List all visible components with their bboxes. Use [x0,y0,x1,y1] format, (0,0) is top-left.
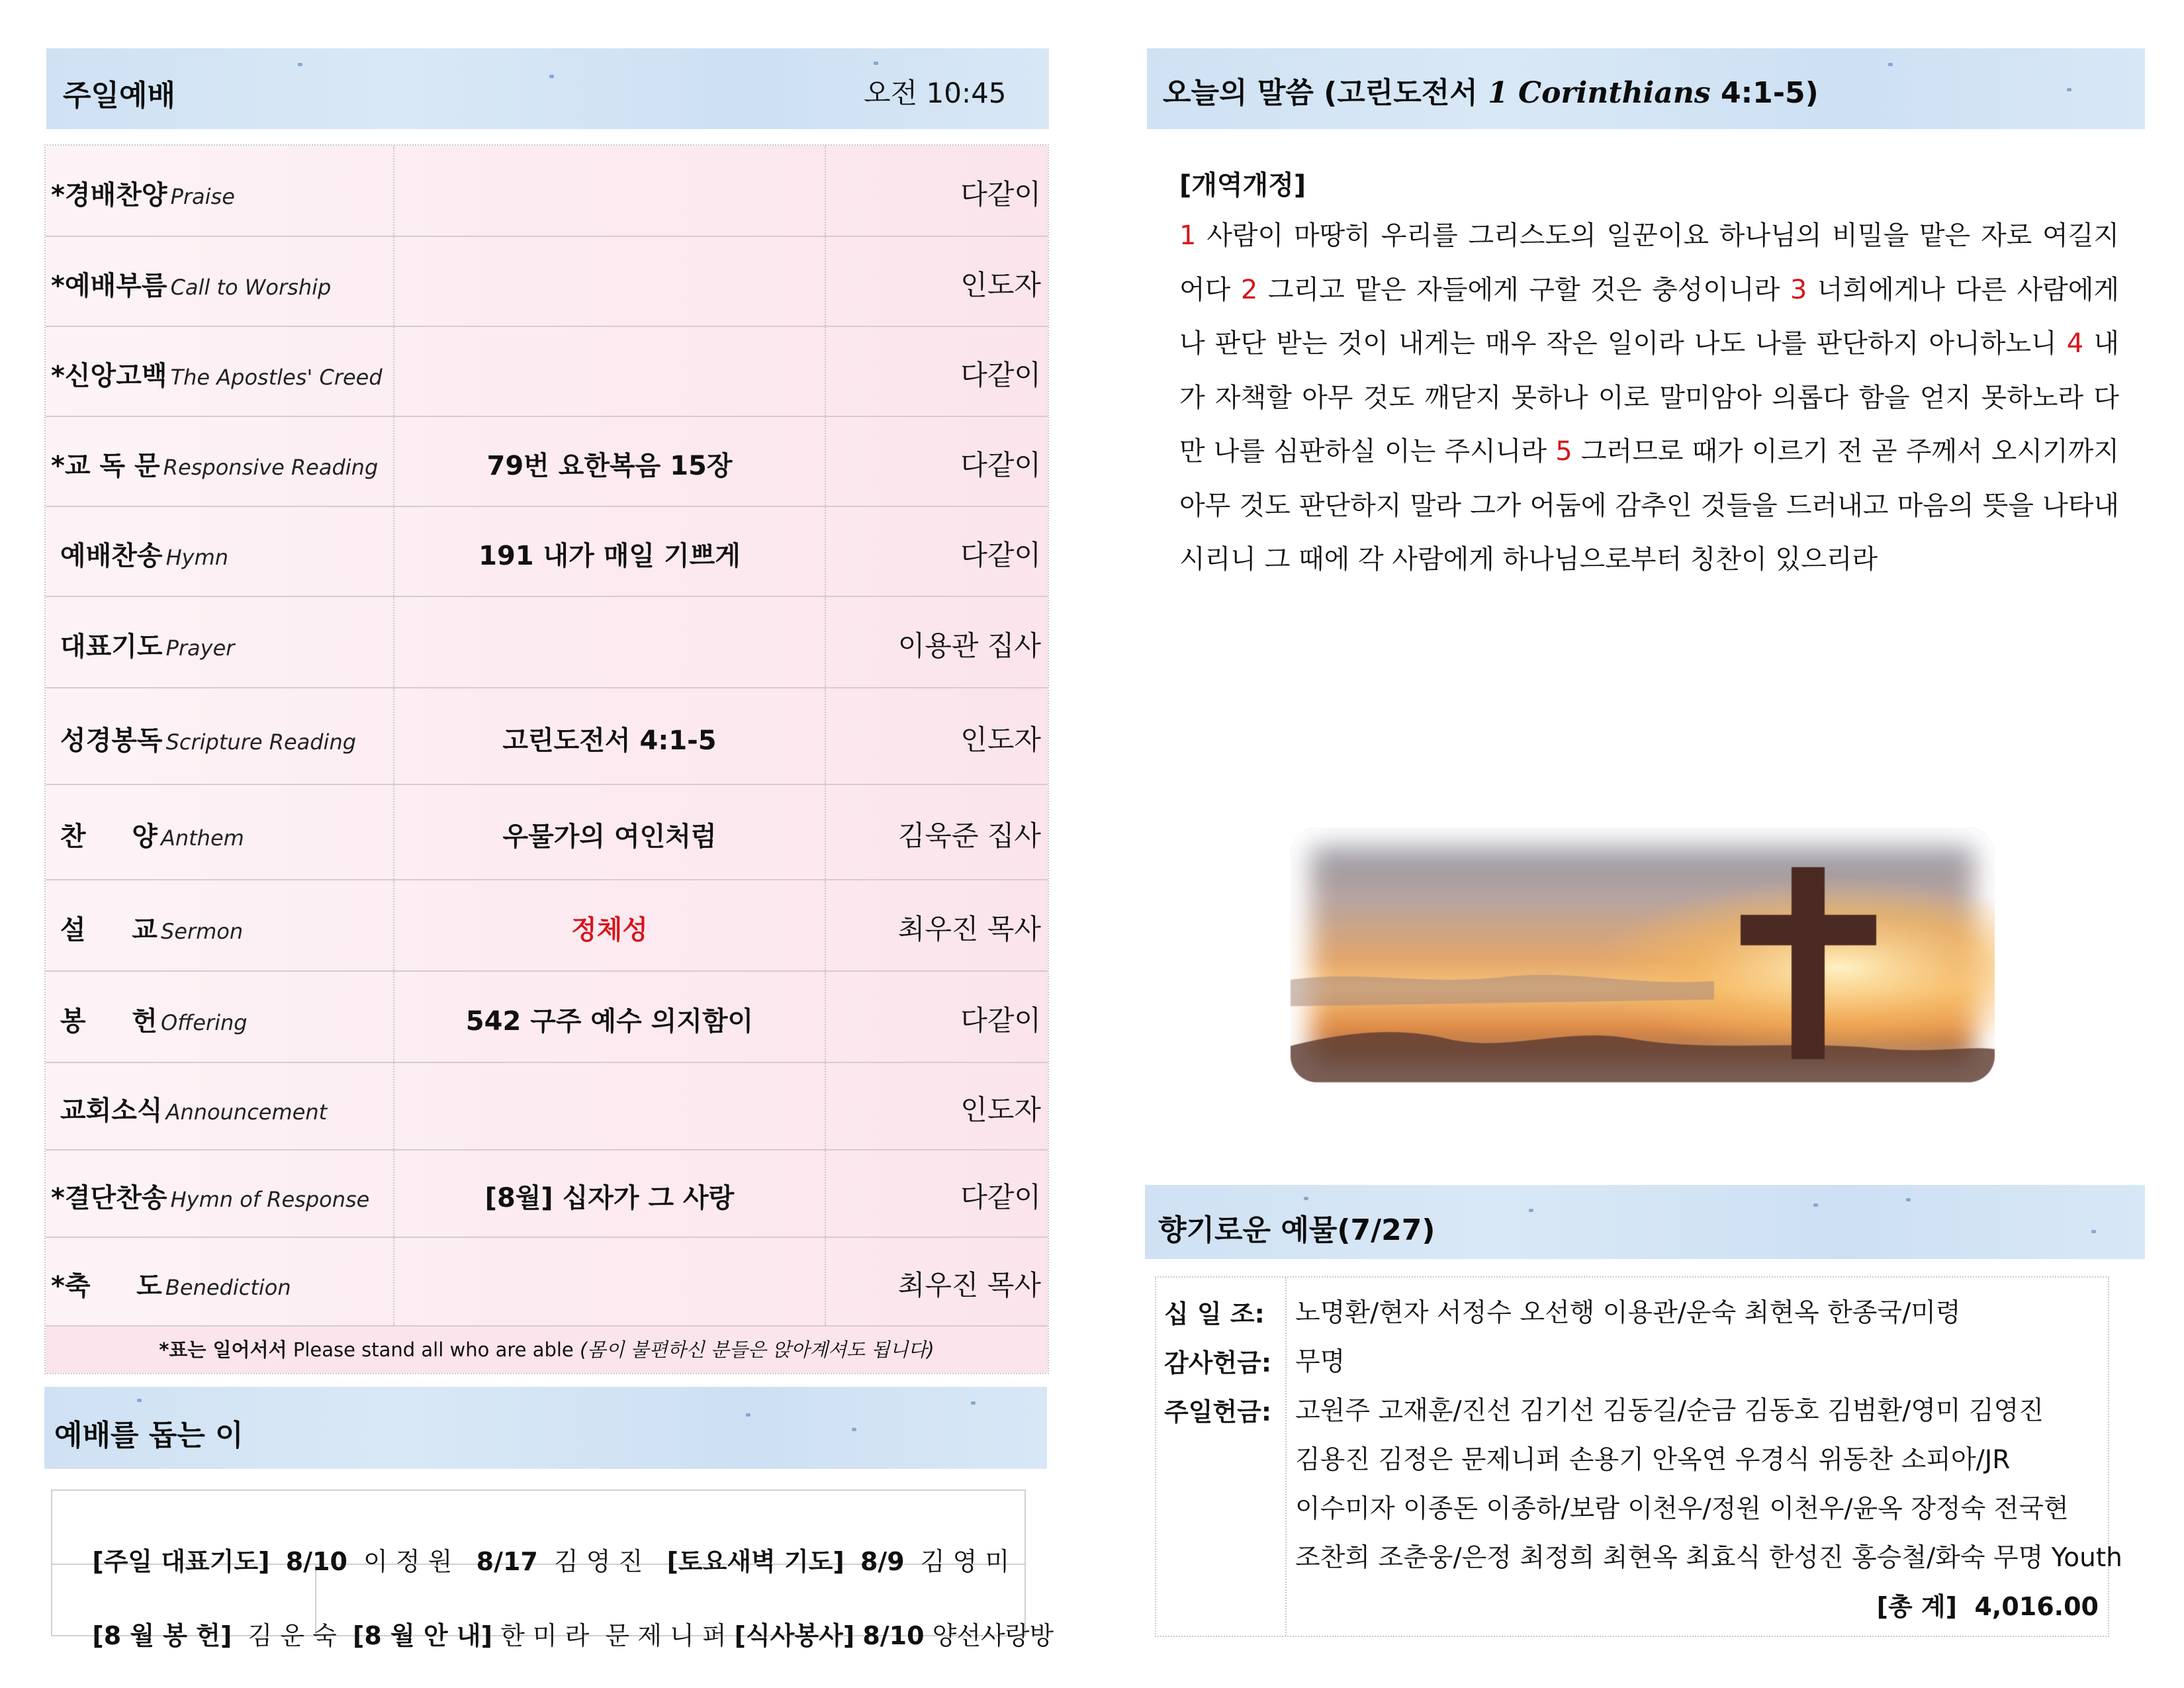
worship-time: 오전 10:45 [864,77,1007,109]
worship-item-en: Anthem [160,825,244,851]
sunday-label: 주일헌금: [1164,1397,1272,1427]
worship-row [46,688,1048,785]
sunday-line-1: 고원주 고재훈/진선 김기선 김동길/순금 김동호 김범환/영미 김영진 [1295,1396,2044,1426]
worship-row [46,1063,1048,1150]
worship-item-ko: 교회소식 [51,1096,163,1126]
verse-text: 내가 자책할 아무 것도 깨닫지 못하나 이로 말미암아 의롭다 함을 얻지 못하노라 다만 나를 심판하실 이는 주시니라 [1179,328,2120,467]
verse-number: 2 [1240,274,1258,305]
verse-text: 사람이 마땅히 우리를 그리스도의 일꾼이요 하나님의 비밀을 맡은 자로 여길지어다 [1179,220,2119,305]
offerings-table [1155,1276,2122,1637]
worship-title: 주일예배 [63,79,176,113]
verse-text: 그러므로 때가 이르기 전 곧 주께서 오시기까지 아무 것도 판단하지 말라 그가 어둠에 감추인 것들을 드러내고 마음의 뜻을 나타내시리니 그 때에 각 사람에게 하나님으로부터 칭찬이 있으리라 [1179,436,2119,575]
verse-text: 그리고 맡은 자들에게 구할 것은 충성이니라 [1267,274,1780,305]
worship-row [46,146,1048,237]
worship-row [46,972,1048,1063]
worship-item-leader: 최우진 목사 [897,1269,1041,1301]
verse-number: 4 [2066,328,2084,359]
worship-item-ko: 봉 헌 [51,1006,158,1037]
worship-item-ko: 찬 양 [51,821,158,852]
worship-item-content: 정체성 [571,915,648,945]
worship-item-content: 고린도전서 4:1-5 [502,726,717,756]
worship-item-ko: *예배부름 [51,271,167,301]
worship-item-en: Offering [160,1010,248,1035]
worship-item-ko: 성경봉독 [51,726,163,756]
worship-item-content: 79번 요한복음 15장 [486,451,733,481]
tithe-names: 노명환/현자 서정수 오선행 이용관/운숙 최현옥 한종국/미령 [1295,1298,1961,1328]
cross-icon [1291,827,1995,1082]
sunday-line-4: 조찬희 조춘웅/은정 최정희 최현옥 최효식 한성진 홍승철/화숙 무명 Youth [1295,1543,2122,1573]
worship-item-leader: 이용관 집사 [897,630,1041,662]
verse-number: 1 [1179,220,1197,251]
worship-item-leader: 인도자 [960,724,1041,756]
worship-item-content: [8월] 십자가 그 사랑 [484,1183,735,1213]
standing-note: *표는 일어서서 Please stand all who are able (몸이 불편하신 분들은 앉아계셔도 됩니다) [46,1327,1048,1373]
worship-item-en: Responsive Reading [163,455,379,480]
thanks-names: 무명 [1295,1347,1345,1377]
verse-text: 너희에게나 다른 사람에게나 판단 받는 것이 내게는 매우 작은 일이라 나도 나를 판단하지 아니하노니 [1179,274,2120,359]
worship-item-content: 542 구주 예수 의지함이 [465,1006,754,1037]
worship-item-ko: *신앙고백 [51,361,167,391]
bible-version: [개역개정] [1179,170,1306,201]
worship-item-en: Hymn [165,545,229,570]
tithe-label: 십 일 조: [1164,1299,1265,1329]
worship-item-leader: 김욱준 집사 [897,820,1041,852]
worship-item-ko: *결단찬송 [51,1183,167,1213]
worship-item-en: Praise [170,184,235,209]
worship-item-leader: 인도자 [960,269,1041,301]
worship-item-ko: *경배찬양 [51,180,167,211]
worship-item-ko: 설 교 [51,915,158,945]
worship-row [46,880,1048,972]
worship-item-en: Prayer [165,635,235,661]
worship-item-leader: 다같이 [960,178,1041,211]
worship-item-leader: 다같이 [960,1181,1041,1213]
offerings-title: 향기로운 예물(7/27) [1158,1213,1435,1247]
worship-item-ko: *교 독 문 [51,451,160,481]
worship-row [46,327,1048,417]
worship-item-en: Call to Worship [170,275,332,300]
worship-row [46,1238,1048,1327]
worship-row [46,597,1048,688]
worship-item-ko: *축 도 [51,1271,162,1301]
worship-row [46,237,1048,327]
worship-row [46,507,1048,597]
helpers-title: 예배를 돕는 이 [54,1419,244,1452]
cross-sunset-image [1291,827,1995,1082]
helpers-row-2: [8 월 봉 헌] 김 운 숙 [8 월 안 내] 한 미 라 문 제 니 퍼 [식사봉사] 8/10 양선사랑방 [92,1621,1054,1650]
thanks-label: 감사헌금: [1164,1348,1272,1378]
worship-item-content: 우물가의 여인처럼 [502,821,717,852]
worship-row [46,417,1048,507]
worship-item-leader: 최우진 목사 [897,913,1041,945]
sunday-line-3: 이수미자 이종돈 이종하/보람 이천우/정원 이천우/윤옥 장정숙 전국현 [1295,1494,2069,1524]
worship-item-ko: 예배찬송 [51,541,163,571]
worship-item-en: Scripture Reading [165,729,357,755]
offering-total: [총 계] 4,016.00 [1876,1592,2099,1621]
worship-item-leader: 다같이 [960,1004,1041,1037]
worship-item-leader: 인도자 [960,1094,1041,1126]
order-of-worship-table [44,144,1049,1374]
worship-item-leader: 다같이 [960,449,1041,481]
worship-item-ko: 대표기도 [51,632,163,662]
worship-item-en: Announcement [165,1100,328,1125]
worship-item-en: Benediction [165,1275,291,1300]
worship-item-content: 191 내가 매일 기쁘게 [478,541,741,571]
sunday-line-2: 김용진 김정은 문제니퍼 손용기 안옥연 우경식 위동찬 소피아/JR [1295,1445,2011,1475]
worship-item-leader: 다같이 [960,359,1041,391]
word-title: 오늘의 말씀 (고린도전서 1 Corinthians 4:1-5) [1163,76,1819,110]
verse-number: 3 [1790,274,1807,305]
scripture-text [1179,209,2119,587]
worship-item-leader: 다같이 [960,539,1041,571]
worship-row [46,785,1048,880]
worship-item-en: The Apostles' Creed [170,365,383,390]
worship-item-en: Sermon [160,919,244,944]
helpers-row-1: [주일 대표기도] 8/10 이 정 원 8/17 김 영 진 [토요새벽 기도] 8/9 김 영 미 [92,1547,1010,1576]
verse-number: 5 [1555,436,1572,467]
worship-row [46,1150,1048,1238]
worship-item-en: Hymn of Response [170,1187,370,1212]
helpers-table [51,1489,1054,1650]
